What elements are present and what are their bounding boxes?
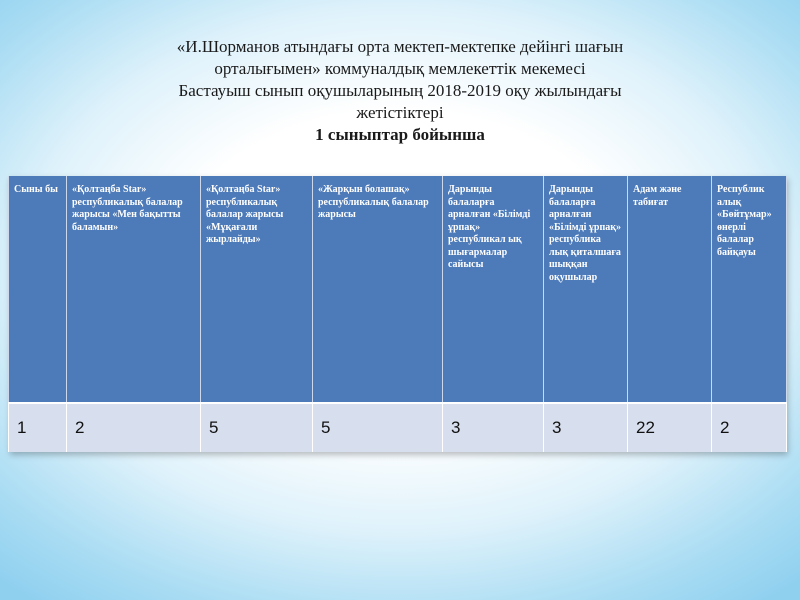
- header-cell-boitumar: Республик алық «Бөйтұмар» өнерлі балалар байқауы: [712, 176, 787, 403]
- table-cell: 2: [712, 403, 787, 452]
- header-cell-koltanba-bakytty: «Қолтаңба Star» республикалық балалар жарысы «Мен бақытты баламын»: [67, 176, 201, 403]
- table-cell: 5: [313, 403, 443, 452]
- table-cell: 3: [443, 403, 544, 452]
- header-cell-zharkyn-bolashak: «Жарқын болашақ» республикалық балалар жарысы: [313, 176, 443, 403]
- table-row: [9, 403, 787, 452]
- table-cell: 2: [67, 403, 201, 452]
- table-cell: 5: [201, 403, 313, 452]
- title-line-3: Бастауыш сынып оқушыларының 2018-2019 оқу жылындағы: [178, 81, 622, 100]
- table-cell: 3: [544, 403, 628, 452]
- header-cell-bilimdi-urpak-kitapsha: Дарынды балаларға арналған «Білімді ұрпақ» республика лық қиталшаға шыққан оқушылар: [544, 176, 628, 403]
- table-cell: 1: [9, 403, 67, 452]
- title-line-4: жетістіктері: [356, 103, 444, 122]
- header-cell-bilimdi-urpak-sayys: Дарынды балаларға арналған «Білімді ұрпақ» республикал ық шығармалар сайысы: [443, 176, 544, 403]
- title-line-2: орталығымен» коммуналдық мемлекеттік мекемесі: [214, 59, 586, 78]
- title-line-1: «И.Шорманов атындағы орта мектеп-мектепке дейінгі шағын: [176, 37, 624, 56]
- table-cell: 22: [628, 403, 712, 452]
- title-line-5: 1 сыныптар бойынша: [315, 125, 485, 144]
- table-header-row: [9, 176, 787, 403]
- header-cell-koltanba-mukagali: «Қолтаңба Star» республикалық балалар жарысы «Мұқағали жырлайды»: [201, 176, 313, 403]
- document-title: [0, 36, 800, 146]
- achievements-table-container: [8, 176, 786, 452]
- header-cell-adam-zhane-tabigat: Адам және табиғат: [628, 176, 712, 403]
- achievements-table: [8, 176, 787, 452]
- header-cell-class: Сыны бы: [9, 176, 67, 403]
